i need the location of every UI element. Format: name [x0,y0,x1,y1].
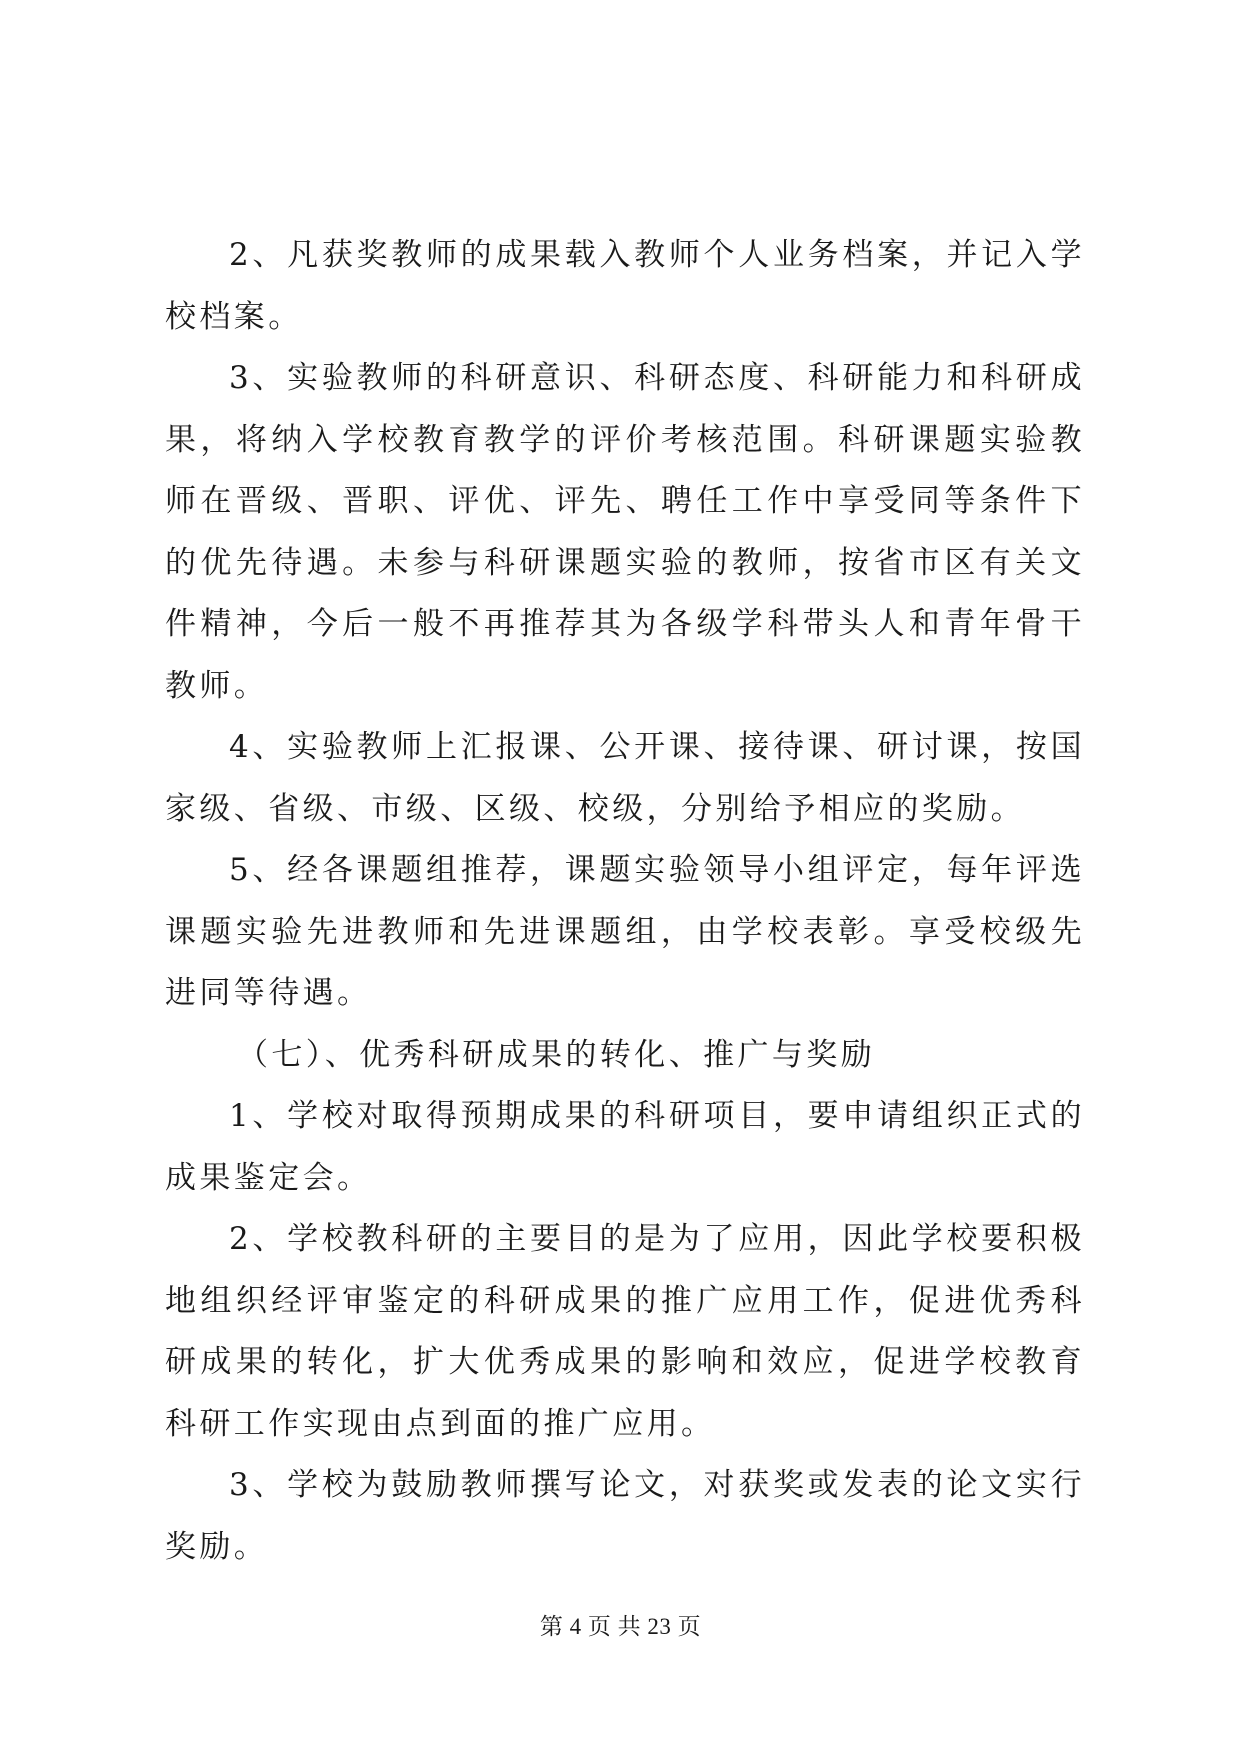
section-heading-seven: （七）、优秀科研成果的转化、推广与奖励 [237,1036,876,1073]
paragraph-annual-selection: 5、经各课题组推荐，课题实验领导小组评定，每年评选课题实验先进教师和先进课题组，由学校表彰。享受校级先进同等待遇。 [165,852,1085,1011]
paragraph-paper-rewards: 3、学校为鼓励教师撰写论文，对获奖或发表的论文实行奖励。 [165,1467,1085,1565]
paragraph-evaluation-scope: 3、实验教师的科研意识、科研态度、科研能力和科研成果，将纳入学校教育教学的评价考核范围。科研课题实验教师在晋级、晋职、评优、评先、聘任工作中享受同等条件下的优先待遇。未参与科研课题实验的教师，按省市区有关文件精神，今后一般不再推荐其为各级学科带头人和青年骨干教师。 [165,360,1085,704]
paragraph-appraisal-meeting: 1、学校对取得预期成果的科研项目，要申请组织正式的成果鉴定会。 [165,1098,1085,1196]
page-footer: 第 4 页 共 23 页 [539,1614,702,1639]
paragraph-award-archive: 2、凡获奖教师的成果载入教师个人业务档案，并记入学校档案。 [165,237,1085,335]
paragraph-promotion-application: 2、学校教科研的主要目的是为了应用，因此学校要积极地组织经评审鉴定的科研成果的推广应用工作，促进优秀科研成果的转化，扩大优秀成果的影响和效应，促进学校教育科研工作实现由点到面的推广应用。 [165,1221,1085,1442]
paragraph-lesson-awards: 4、实验教师上汇报课、公开课、接待课、研讨课，按国家级、省级、市级、区级、校级，分别给予相应的奖励。 [165,729,1085,827]
document-body [165,225,1085,1578]
